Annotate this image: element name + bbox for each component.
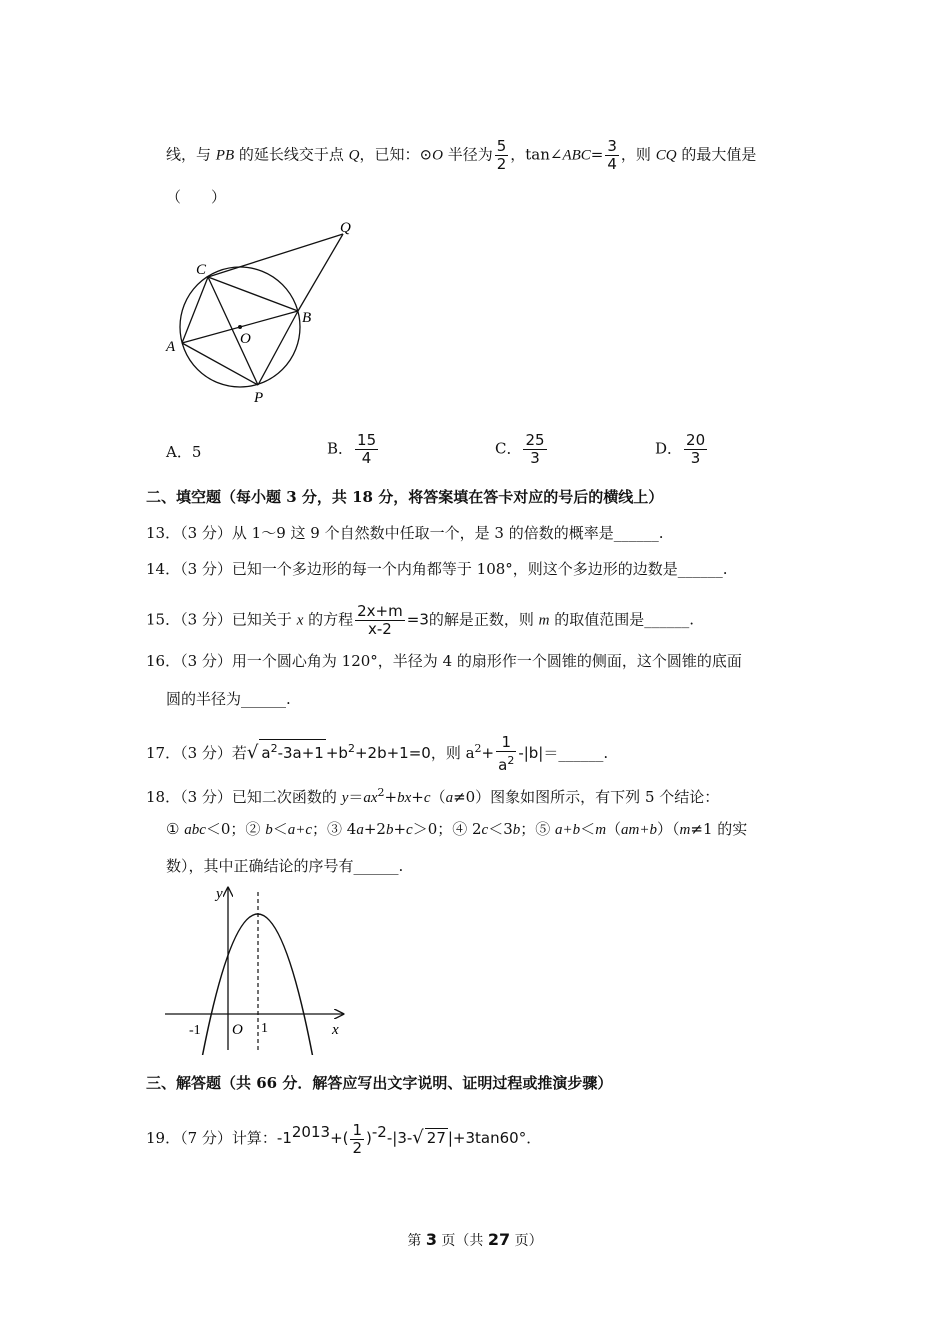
question-14: 14．（3 分）已知一个多边形的每一个内角都等于 108°，则这个多边形的边数是______.	[146, 560, 728, 578]
tan-fraction: $\frac{3}{4}$	[607, 137, 617, 173]
radius-fraction: $\frac{5}{2}$	[496, 137, 507, 173]
label-y: y	[216, 886, 223, 902]
choice-c[interactable]: C． $\frac{25}{3}$	[495, 431, 545, 467]
choice-a[interactable]: A．5	[166, 443, 202, 461]
circle-figure	[160, 212, 370, 412]
segment-cq	[208, 234, 343, 277]
q19-fraction: $\frac{1}{2}$	[352, 1120, 363, 1157]
question-17: 17．（3 分）若√ $a^2-3a+1 +b^2+2b+1=0$，则 $a^2+$ $\frac{1}{a^2}$ -|b|＝______.	[146, 733, 609, 774]
label-a: A	[166, 339, 176, 355]
center-dot	[238, 325, 242, 329]
label-origin: O	[232, 1022, 243, 1038]
label-one: 1	[261, 1021, 268, 1036]
question-18-line2: ① abc＜0；② b＜a+c；③ 4a+2b+c＞0；④ 2c＜3b；⑤ a+b＜m（am+b）（m≠1 的实	[166, 820, 748, 838]
q17-fraction: $\frac{1}{a^2}$	[498, 733, 515, 774]
q15-fraction: $\frac{2x+m}{x-2}$	[357, 602, 403, 638]
choice-d[interactable]: D． $\frac{20}{3}$	[655, 431, 706, 467]
label-b: B	[302, 310, 312, 326]
label-x: x	[332, 1022, 339, 1038]
parabola-figure	[160, 880, 360, 1055]
label-q: Q	[340, 220, 351, 236]
question-18-line1: 18．（3 分）已知二次函数的 $y=ax^2+bx+c(a\ne 0)$图象如图所示，有下列 5 个结论：	[146, 786, 720, 806]
choice-b[interactable]: B． $\frac{15}{4}$	[327, 431, 377, 467]
q17-radical: $a^2-3a+1$	[259, 739, 325, 762]
question-16-line1: 16．（3 分）用一个圆心角为 120°，半径为 4 的扇形作一个圆锥的侧面，这个圆锥的底面	[146, 652, 742, 670]
section-2-title: 二、填空题（每小题 3 分，共 18 分，将答案填在答卡对应的号后的横线上）	[146, 488, 664, 506]
question-13: 13．（3 分）从 1～9 这 9 个自然数中任取一个，是 3 的倍数的概率是______.	[146, 524, 664, 542]
question-16-line2: 圆的半径为______.	[166, 690, 291, 708]
label-o: O	[240, 331, 251, 347]
question-15: 15．（3 分）已知关于 x 的方程 $\frac{2x+m}{x-2}$ =3的解是正数，则 m 的取值范围是______.	[146, 602, 695, 638]
q12-line1: 线，与 PB 的延长线交于点 Q，已知：⊙O 半径为 $\frac{5}{2}$ ，tan∠ABC= $\frac{3}{4}$ ，则 CQ 的最大值是	[166, 137, 757, 173]
page-footer: 第 3 页（共 27 页）	[407, 1230, 543, 1249]
section-3-title: 三、解答题（共 66 分．解答应写出文字说明、证明过程或推演步骤）	[146, 1074, 613, 1092]
label-c: C	[196, 262, 207, 278]
q19-radical: 27	[426, 1129, 446, 1147]
question-18-line3: 数），其中正确结论的序号有______.	[166, 857, 404, 875]
label-neg1: -1	[189, 1023, 201, 1038]
q12-answer-paren: （ ）	[166, 188, 227, 206]
label-p: P	[254, 390, 264, 406]
question-19: 19．（7 分）计算：$-1^{2013}+$( $\frac{1}{2}$ )$^{-2}$-|3-√ 27 |+3tan60°．	[146, 1120, 542, 1157]
